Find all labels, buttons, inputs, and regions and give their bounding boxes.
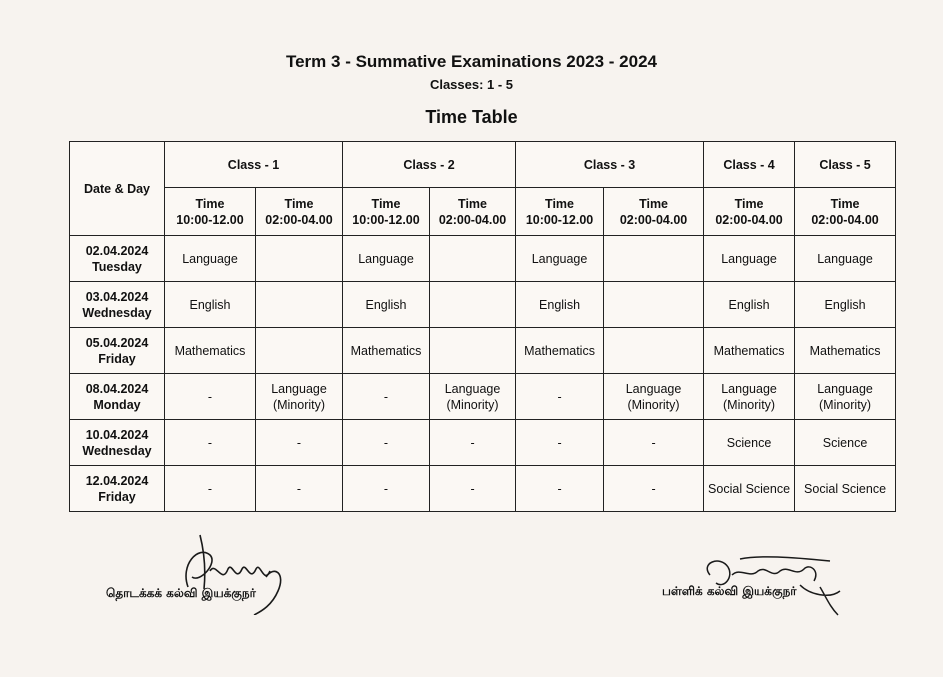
table-row <box>70 420 896 466</box>
table-row <box>70 328 896 374</box>
subject-cell: - <box>343 466 430 512</box>
date-cell: 08.04.2024 Monday <box>70 374 165 420</box>
subject-cell: - <box>430 466 516 512</box>
document-subtitle: Classes: 1 - 5 <box>429 77 514 92</box>
subject-cell: - <box>604 420 704 466</box>
subject-cell: - <box>604 466 704 512</box>
subject-cell: Language (Minority) <box>795 374 896 420</box>
table-title: Time Table <box>425 107 518 127</box>
subject-cell: Mathematics <box>795 328 896 374</box>
subject-cell: English <box>343 282 430 328</box>
subject-cell: Language <box>343 236 430 282</box>
table-row <box>70 374 896 420</box>
document-title: Term 3 - Summative Examinations 2023 - 2024 <box>285 52 658 71</box>
subject-cell <box>604 236 704 282</box>
class-3-header: Class - 3 <box>516 142 704 188</box>
subject-cell <box>430 328 516 374</box>
class-2-header: Class - 2 <box>343 142 516 188</box>
subject-cell: Language <box>704 236 795 282</box>
subject-cell <box>604 328 704 374</box>
subject-cell: - <box>516 420 604 466</box>
right-signature-label: பள்ளிக் கல்வி இயக்குநர் <box>662 584 797 598</box>
subject-cell: English <box>795 282 896 328</box>
table-row <box>70 282 896 328</box>
subject-cell: Mathematics <box>704 328 795 374</box>
session-header: Time 10:00-12.00 <box>343 188 430 236</box>
subject-cell: - <box>165 420 256 466</box>
session-header: Time 02:00-04.00 <box>256 188 343 236</box>
session-header: Time 02:00-04.00 <box>604 188 704 236</box>
subject-cell: - <box>430 420 516 466</box>
subject-cell: Mathematics <box>343 328 430 374</box>
subject-cell: Mathematics <box>516 328 604 374</box>
class-4-header: Class - 4 <box>704 142 795 188</box>
subject-cell: - <box>256 420 343 466</box>
date-cell: 02.04.2024 Tuesday <box>70 236 165 282</box>
subject-cell: Science <box>795 420 896 466</box>
date-cell: 03.04.2024 Wednesday <box>70 282 165 328</box>
subject-cell: English <box>165 282 256 328</box>
subject-cell: - <box>256 466 343 512</box>
subject-cell: Language (Minority) <box>704 374 795 420</box>
subject-cell: Mathematics <box>165 328 256 374</box>
subject-cell: Language <box>165 236 256 282</box>
date-cell: 05.04.2024 Friday <box>70 328 165 374</box>
date-cell: 12.04.2024 Friday <box>70 466 165 512</box>
subject-cell: - <box>343 420 430 466</box>
subject-cell: Social Science <box>704 466 795 512</box>
date-day-header: Date & Day <box>70 142 165 236</box>
subject-cell <box>430 282 516 328</box>
date-cell: 10.04.2024 Wednesday <box>70 420 165 466</box>
subject-cell: Language (Minority) <box>604 374 704 420</box>
subject-cell: - <box>516 374 604 420</box>
subject-cell: Language (Minority) <box>430 374 516 420</box>
subject-cell: Language <box>795 236 896 282</box>
subject-cell: - <box>165 466 256 512</box>
left-signature-label: தொடக்கக் கல்வி இயக்குநர் <box>106 586 256 600</box>
subject-cell <box>430 236 516 282</box>
subject-cell: - <box>165 374 256 420</box>
subject-cell: Social Science <box>795 466 896 512</box>
subject-cell: Language (Minority) <box>256 374 343 420</box>
subject-cell: English <box>704 282 795 328</box>
table-row <box>70 466 896 512</box>
subject-cell <box>256 328 343 374</box>
class-1-header: Class - 1 <box>165 142 343 188</box>
subject-cell: English <box>516 282 604 328</box>
session-header: Time 02:00-04.00 <box>704 188 795 236</box>
subject-cell: - <box>343 374 430 420</box>
session-header: Time 10:00-12.00 <box>516 188 604 236</box>
subject-cell: Science <box>704 420 795 466</box>
timetable <box>69 141 896 512</box>
session-header: Time 02:00-04.00 <box>795 188 896 236</box>
subject-cell: - <box>516 466 604 512</box>
class-5-header: Class - 5 <box>795 142 896 188</box>
session-header: Time 10:00-12.00 <box>165 188 256 236</box>
subject-cell <box>604 282 704 328</box>
subject-cell: Language <box>516 236 604 282</box>
subject-cell <box>256 236 343 282</box>
subject-cell <box>256 282 343 328</box>
table-row <box>70 236 896 282</box>
session-header: Time 02:00-04.00 <box>430 188 516 236</box>
